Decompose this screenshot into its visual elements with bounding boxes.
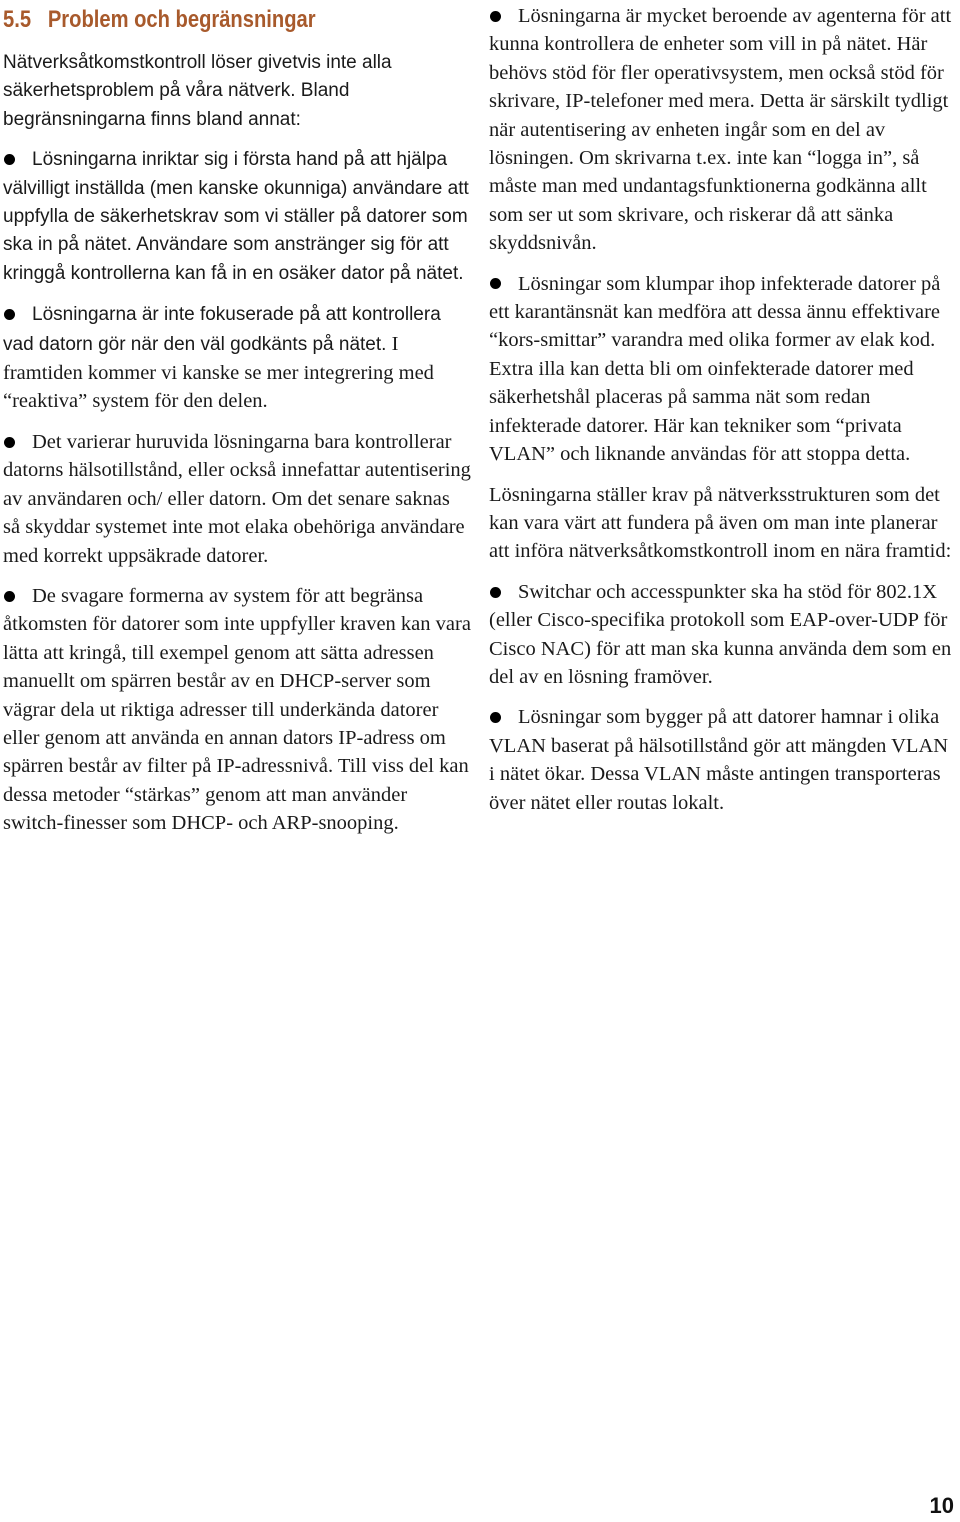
section-number: 5.5 bbox=[3, 6, 32, 33]
bullet-dot-icon bbox=[490, 712, 501, 723]
bullet-item bbox=[3, 300, 471, 416]
right-column bbox=[489, 2, 955, 829]
bullet-text: De svagare formerna av system för att begränsa åtkomsten för datorer som inte uppfyller kraven kan vara lätta att kringå, till exempel genom att sätta adressen manuellt om spärren består av en DHCP-server som vägrar dela ut riktiga adresser till underkända datorer eller genom att använda en annan dators IP-adress om spärren består av filter på IP-adressnivå. Till viss del kan dessa metoder “stärkas” genom att man använder switch-finesser som DHCP- och ARP-snooping. bbox=[3, 584, 471, 835]
bullet-text: Det varierar huruvida lösningarna bara kontrollerar datorns hälsotillstånd, eller också innefattar autentisering av användaren och/ eller datorn. Om det senare saknas så skyddar systemet inte mot elaka obehöriga användare med korrekt uppsäkrade datorer. bbox=[3, 430, 471, 567]
bullet-dot-icon bbox=[490, 278, 501, 289]
bullet-text-part: I framtiden kommer vi kanske se mer integrering med “reaktiva” system för den delen. bbox=[3, 332, 434, 413]
bullet-item bbox=[489, 270, 955, 469]
bullet-text: Lösningar som klumpar ihop infekterade datorer på ett karantänsnät kan medföra att dessa ännu effektivare “kors-smittar” varandra med olika former av elak kod. Extra illa kan detta bli om oinfekterade datorer med säkerhetshål placeras på samma nät som redan infekterade datorer. Här kan tekniker som “privata VLAN” och liknande användas för att stoppa detta. bbox=[489, 272, 941, 466]
bullet-text: Lösningarna inriktar sig i första hand på att hjälpa välvilligt inställda (men kanske okunniga) användare att uppfylla de säkerhetskrav som vi ställer på datorer som ska in på nätet. Användare som anstränger sig för att kringgå kontrollerna kan få in en osäker dator på nätet. bbox=[3, 149, 469, 284]
bullet-item bbox=[3, 146, 471, 288]
page-number: 10 bbox=[929, 1493, 954, 1518]
section-heading bbox=[3, 3, 396, 37]
bullet-dot-icon bbox=[490, 11, 501, 22]
bullet-item bbox=[3, 428, 471, 570]
bullet-item bbox=[3, 582, 471, 838]
bullet-text: Switchar och accesspunkter ska ha stöd för 802.1X (eller Cisco-specifika protokoll som EAP-over-UDP för Cisco NAC) för att man ska kunna använda dem som en del av en lösning framöver. bbox=[489, 580, 952, 688]
intro-paragraph: Nätverksåtkomstkontroll löser givetvis inte alla säkerhetsproblem på våra nätverk. Bland begränsningarna finns bland annat: bbox=[3, 52, 392, 130]
body-paragraph: Lösningarna ställer krav på nätverksstrukturen som det kan vara värt att fundera på även om man inte planerar att införa nätverksåtkomstkontroll inom en nära framtid: bbox=[489, 483, 952, 563]
bullet-dot-icon bbox=[490, 587, 501, 598]
bullet-text-part: Lösningarna är inte fokuserade på att kontrollera vad datorn gör när den väl godkänts på nätet. bbox=[3, 304, 441, 355]
bullet-dot-icon bbox=[4, 591, 15, 602]
left-column bbox=[3, 0, 471, 850]
bullet-text: Lösningarna är mycket beroende av agenterna för att kunna kontrollera de enheter som vill in på nätet. Här behövs stöd för fler operativsystem, men också stöd för skrivare, IP-telefoner med mera. Detta är särskilt tydligt när autentisering av enheten ingår som en del av lösningen. Om skrivarna t.ex. inte kan “logga in”, så måste man med undantagsfunktionerna godkänna allt som ser ut som skrivare, och riskerar då att sänka skyddsnivån. bbox=[489, 5, 952, 255]
bullet-item bbox=[489, 578, 955, 692]
bullet-dot-icon bbox=[4, 154, 15, 165]
bullet-dot-icon bbox=[4, 309, 15, 320]
bullet-item bbox=[489, 2, 955, 258]
bullet-item bbox=[489, 703, 955, 817]
bullet-dot-icon bbox=[4, 437, 15, 448]
section-title: Problem och begränsningar bbox=[47, 6, 316, 33]
bullet-text: Lösningar som bygger på att datorer hamnar i olika VLAN baserat på hälsotillstånd gör att mängden VLAN i nätet ökar. Dessa VLAN måste antingen transporteras över nätet eller routas lokalt. bbox=[489, 706, 949, 814]
